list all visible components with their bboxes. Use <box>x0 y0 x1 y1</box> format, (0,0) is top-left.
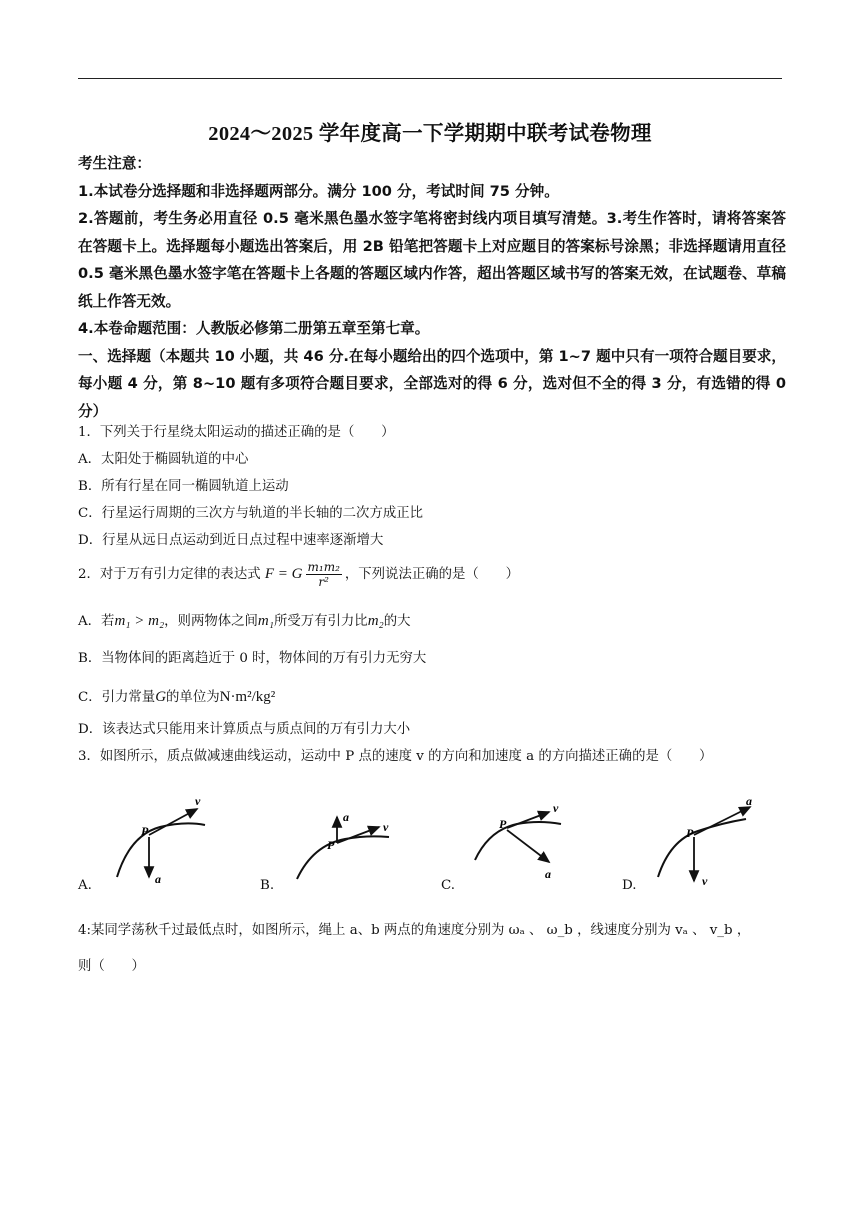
q3-stem: 3．如图所示，质点做减速曲线运动，运动中 P 点的速度 v 的方向和加速度 a 的方向描述正确的是（ ） <box>78 749 713 764</box>
q2-opt-c-pre: C．引力常量 <box>78 690 156 705</box>
q2-stem-post: ，下列说法正确的是（ ） <box>344 567 519 582</box>
q1-option-b: B．所有行星在同一椭圆轨道上运动 <box>78 479 289 494</box>
q2-stem <box>78 560 519 589</box>
q2-opt-a-m1: m₁ <box>257 613 274 629</box>
q2-opt-c-unit: N·m²/kg² <box>219 689 276 705</box>
q2-formula-fraction <box>306 560 342 589</box>
q4-line-2: 则（ ） <box>78 959 145 974</box>
q3-figure-a-a: a <box>155 872 161 886</box>
q3-label-b: B. <box>260 878 275 893</box>
q3-figure-c-diagram <box>465 800 585 885</box>
q2-stem-pre: 2．对于万有引力定律的表达式 <box>78 567 261 582</box>
q3-figure-b-v: v <box>383 820 389 834</box>
notice-item-2: 2.答题前，考生务必用直径 0.5 毫米黑色墨水签字笔将密封线内项目填写清楚。3.考生作答时，请将答案答在答题卡上。选择题每小题选出答案后，用 2B 铅笔把答题卡上对应题目的答案标号涂黑；非选择题请用直径 0.5 毫米黑色墨水签字笔在答题卡上各题的答题区域内作答，超出答题区域书写的答案无效，在试题卷、草稿纸上作答无效。 <box>78 210 786 310</box>
q2-opt-c-mid: 的单位为 <box>166 690 220 705</box>
q2-opt-c-g: G <box>155 689 167 705</box>
q3-figure-a-v: v <box>195 795 201 808</box>
q2-option-d: D．该表达式只能用来计算质点与质点间的万有引力大小 <box>78 722 411 737</box>
notice-item-1: 1.本试卷分选择题和非选择题两部分。满分 100 分，考试时间 75 分钟。 <box>78 182 559 200</box>
q3-figure-b <box>285 805 405 885</box>
q2-option-c <box>78 688 275 707</box>
header-rule <box>78 78 782 79</box>
q3-label-c: C. <box>441 878 456 893</box>
q2-formula-lhs: F = G <box>264 566 303 582</box>
q3-figure-d-v: v <box>702 874 708 888</box>
section-heading: 一、选择题（本题共 10 小题，共 46 分.在每小题给出的四个选项中，第 1~7 题中只有一项符合题目要求，每小题 4 分，第 8~10 题有多项符合题目要求，全部选对的得 6 分，选对但不全的得 3 分，有选错的得 0 分） <box>78 347 786 420</box>
notice-item-3: 4.本卷命题范围：人教版必修第二册第五章至第七章。 <box>78 320 430 337</box>
q4-line-1: 4:某同学荡秋千过最低点时，如图所示，绳上 a、b 两点的角速度分别为 ωₐ 、 ω_b ，线速度分别为 vₐ 、 v_b ， <box>78 923 751 938</box>
q2-formula-numerator: m₁m₂ <box>307 560 340 574</box>
q3-figure-b-p: P <box>327 838 335 852</box>
q1-option-d: D．行星从远日点运动到近日点过程中速率逐渐增大 <box>78 533 384 548</box>
q1-option-a: A．太阳处于椭圆轨道的中心 <box>78 452 249 467</box>
q2-opt-a-mid2: 所受万有引力比 <box>273 614 368 629</box>
q3-figure-d-a: a <box>746 795 752 808</box>
q3-figure-d <box>650 795 770 890</box>
q3-label-d: D. <box>622 878 637 893</box>
q3-figure-c-a: a <box>545 867 551 881</box>
q2-opt-a-mid: ，则两物体之间 <box>164 614 258 629</box>
notice-block <box>78 150 786 425</box>
q1-option-c: C．行星运行周期的三次方与轨道的半长轴的二次方成正比 <box>78 506 424 521</box>
q3-label-a: A. <box>78 878 92 893</box>
page-title: 2024～2025 学年度高一下学期期中联考试卷物理 <box>208 123 652 145</box>
q2-option-b: B．当物体间的距离趋近于 0 时，物体间的万有引力无穷大 <box>78 651 427 666</box>
notice-heading: 考生注意： <box>78 155 151 172</box>
q3-figure-a-diagram <box>105 795 225 890</box>
q3-figure-b-diagram <box>285 805 405 885</box>
q3-figure-d-diagram <box>650 795 770 890</box>
q3-figure-d-p: P <box>686 826 694 840</box>
q1-stem: 1．下列关于行星绕太阳运动的描述正确的是（ ） <box>78 425 395 440</box>
q2-opt-a-m2: m₂ <box>367 613 384 629</box>
q2-formula-denominator: r² <box>318 575 329 589</box>
q3-figure-c-p: P <box>499 817 507 831</box>
q3-figure-c-v: v <box>553 801 559 815</box>
q2-opt-a-post: 的大 <box>383 614 411 629</box>
q3-figure-c <box>465 800 585 885</box>
q3-figure-a-p: P <box>141 824 149 838</box>
q2-opt-a-expr: m₁ > m₂ <box>114 613 165 629</box>
q3-figure-a <box>105 795 225 890</box>
q3-figure-b-a: a <box>343 810 349 824</box>
q2-option-a <box>78 612 411 631</box>
q2-opt-a-pre: A．若 <box>78 614 115 629</box>
